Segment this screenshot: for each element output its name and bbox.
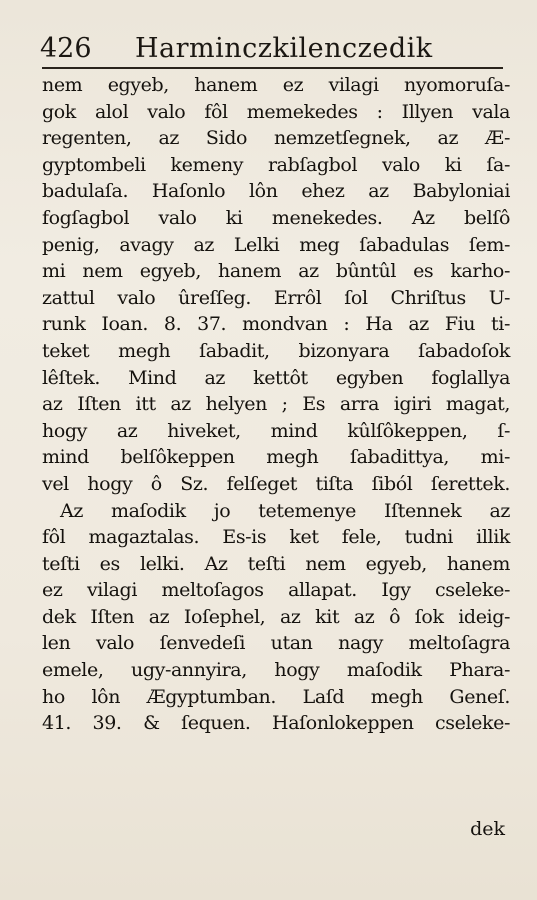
text-line: teket megh ſabadit, bizonyara ſabadoſok (42, 339, 510, 362)
text-line: gok alol valo fôl memekedes : Illyen vala (42, 100, 510, 123)
text-line: fôl magaztalas. Es-is ket fele, tudni illik (42, 526, 510, 549)
text-line: dek Iſten az Ioſephel, az kit az ô ſok ideig- (42, 605, 510, 628)
running-head: Harminczkilenczedik (135, 33, 433, 64)
text-line: badulaſa. Haſonlo lôn ehez az Babyloniai (42, 180, 510, 203)
text-line: gyptombeli kemeny rabſagbol valo ki ſa- (42, 153, 510, 176)
text-line: nem egyeb, hanem ez vilagi nyomoruſa- (42, 74, 510, 96)
text-line: Az maſodik jo tetemenye Iſtennek az (60, 499, 510, 522)
body-text (42, 72, 510, 737)
text-line: ho lôn Ægyptumban. Laſd megh Geneſ. (42, 685, 510, 708)
text-line: hogy az hiveket, mind kûlſôkeppen, ſ- (42, 419, 510, 442)
text-line: len valo ſenvedeſi utan nagy meltoſagra (42, 632, 510, 655)
text-line: 41. 39. & ſequen. Haſonlokeppen cseleke- (42, 712, 510, 735)
header-rule (42, 67, 503, 69)
text-line: mi nem egyeb, hanem az bûntûl es karho- (42, 260, 510, 283)
text-line: fogſagbol valo ki menekedes. Az belſô (42, 206, 510, 229)
text-line: runk Ioan. 8. 37. mondvan : Ha az Fiu ti- (42, 313, 510, 336)
text-line: zattul valo ûreſſeg. Errôl ſol Chriſtus U- (42, 286, 510, 309)
text-line: ez vilagi meltoſagos allapat. Igy cseleke- (42, 579, 510, 602)
text-line: regenten, az Sido nemzetſegnek, az Æ- (42, 127, 510, 150)
page-number: 426 (40, 33, 92, 64)
text-line: vel hogy ô Sz. felſeget tiſta ſiból ſerettek. (42, 472, 510, 495)
text-line: az Iſten itt az helyen ; Es arra igiri magat, (42, 393, 510, 416)
text-line: teſti es lelki. Az teſti nem egyeb, hanem (42, 552, 510, 575)
text-line: mind belſôkeppen megh ſabadittya, mi- (42, 446, 510, 469)
text-line: penig, avagy az Lelki meg ſabadulas ſem- (42, 233, 510, 256)
catchword: dek (470, 818, 505, 840)
text-line: lêſtek. Mind az kettôt egyben foglallya (42, 366, 510, 389)
page-header (40, 22, 509, 62)
text-line: emele, ugy-annyira, hogy maſodik Phara- (42, 659, 510, 682)
